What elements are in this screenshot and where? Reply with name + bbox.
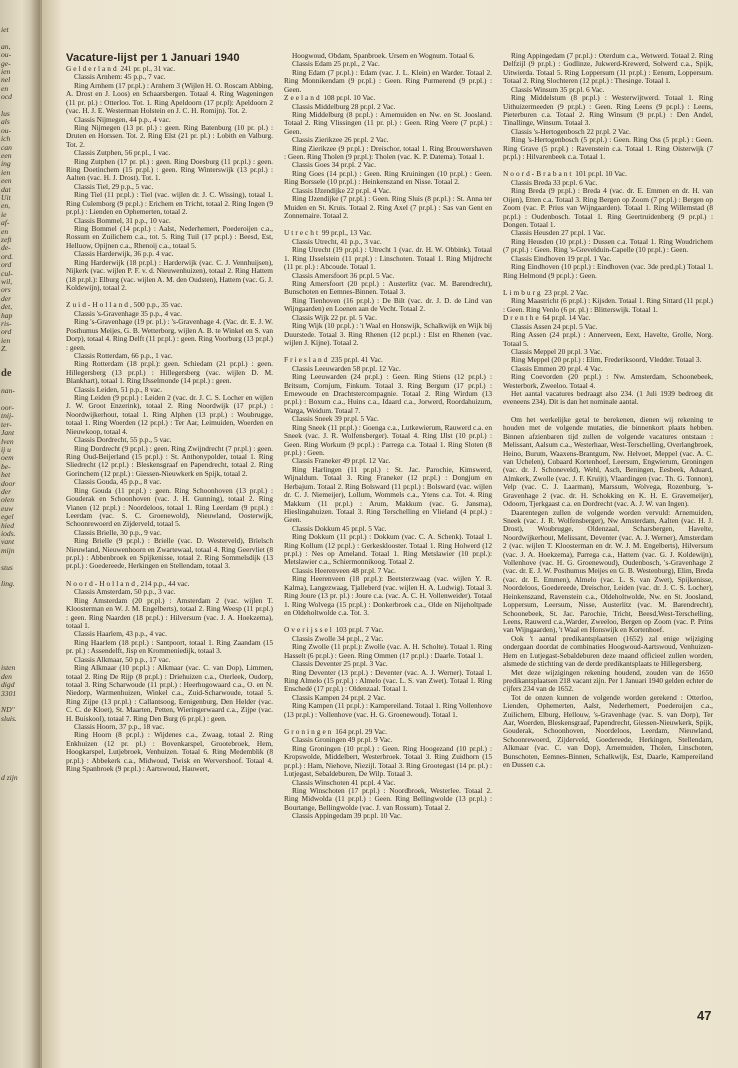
- province-summary: 101 pr.pl. 10 Vac.: [573, 169, 627, 179]
- paragraph: Classis Kampen 24 pr.pl. 2 Vac.: [292, 692, 386, 702]
- province-summary: 108 pr.pl. 10 Vac.: [321, 93, 376, 103]
- paragraph: Classis Arnhem: 45 p.p., 7 vac.: [74, 72, 166, 82]
- paragraph: Classis Eindhoven 19 pr.pl. 1 Vac.: [511, 253, 612, 263]
- paragraph: Ring Sneek (11 pr.pl.) : Goenga c.a., Lutkewierum, Rauwerd c.a. en Sneek (vac. J. R. Wolfensberger). Totaal 4. Ring IJlst (10 pr.pl.) : Geen. Ring Workum (9 pr.pl.) : Parrega c.a. Totaal 1. Ring Sloten (8 pr.pl.) : Geen.: [284, 422, 492, 457]
- paragraph: Classis Zwolle 34 pr.pl., 2 Vac.: [292, 633, 384, 643]
- province-name: Zuid-Holland: [66, 300, 130, 310]
- gutter-fragment: ing: [1, 159, 11, 169]
- gutter-fragment: stus: [1, 562, 13, 572]
- paragraph: Classis Sneek 39 pr.pl. 5 Vac.: [292, 414, 379, 424]
- paragraph: Ring Appingedam (7 pr.pl.) : Oterdum c.a., Wetwerd. Totaal 2. Ring Delfzijl (9 pr.pl.) : Godlinze, Jukwerd-Krewerd, Solwerd c.a., Spijk, Uitwierda. Totaal 5. Ring Loppersum (11 pr.pl.) : Eenum, Loppersum. Totaal 2. Ring Slochteren (12 pr.pl.) : Thesinge. Totaal 1.: [503, 52, 713, 86]
- paragraph: Classis Gouda, 45 p.p., 8 vac.: [74, 477, 162, 487]
- province-name: Limburg: [503, 287, 543, 297]
- gutter-fragment: als: [1, 117, 10, 127]
- gutter-fragment: ie: [1, 209, 7, 219]
- gutter-fragment: zeft: [1, 235, 12, 244]
- paragraph: Ring 's-Hertogenbosch (5 pr.pl.) : Geen. Ring Oss (5 pr.pl.) : Geen. Ring Grave (5 pr.pl.) : Ravenstein c.a. Totaal 1. Ring Oisterwijk (7 pr.pl.) : Hilvarenbeek c.a. Totaal 1.: [503, 135, 713, 162]
- paragraph: Classis Edam 25 pr.pl., 2 Vac.: [292, 59, 380, 69]
- gutter-fragment: de: [1, 368, 12, 380]
- paragraph: Ring Breda (9 pr.pl.) : Breda 4 (vac. dr. E. Emmen en dr. H. van Oijen), Etten c.a. Totaal 3. Ring Bergen op Zoom (7 pr.pl.) : Bergen op Zoom (vac. P. Prius van Wijngaarden). Totaal 1. Ring Willemstad (8 pr.pl.) : Oudenbosch. Totaal 1. Ring Geertruidenberg (9 pr.pl.) : Dongen. Totaal 1.: [503, 186, 713, 230]
- paragraph: Ring Winschoten (17 pr.pl.) : Noordbroek, Westerlee. Totaal 2. Ring Midwolda (11 pr.pl.) : Geen. Ring Bellingwolde (13 pr.pl.) : Bourtange, Bellingwolde (vac. J. van Rossum). Totaal 2.: [284, 786, 492, 812]
- gutter-fragment: een: [1, 151, 12, 160]
- paragraph: Ring Gouda (11 pr.pl.) : geen. Ring Schoonhoven (13 pr.pl.) : Gouderak en Schoonhoven (vac. J. H. Gunning), totaal 2. Ring Vianen (12 pr.pl.) : Noordeloos, totaal 1. Ring Leerdam (9 pr.pl.) : Leerdam (vac. S. C. Groenewold), Nieuwland, Oosterwijk, Schoonrewoerd en Zijderveld, totaal 5.: [66, 485, 273, 529]
- paragraph: Ring Harderwijk (18 pr.pl.) : Harderwijk (vac. C. J. Vennhuijsen), Nijkerk (vac. wijlen P. F. v. d. Nieuwenhuizen), totaal 2. Ring Hattem (18 pr.pl.): Elburg (vac. wijlen A. M. den Oudsten), Hattem (vac. G. J. Koldewijn), totaal 2.: [66, 257, 273, 292]
- paragraph: Ring Brielle (9 pr.pl.) : Brielle (vac. D. Westerveld), Brielsch Nieuwland, Nieuwenhoorn en Zwartewaal, totaal 4. Ring Geervliet (8 pr.pl.) : Abbenbroek en Spijkenisse, totaal 2. Ring Sommelsdijk (13 pr.pl.) : Goedereede, Herkingen en Stellendam, totaal 3.: [66, 536, 273, 571]
- text-column-3: [503, 52, 713, 1032]
- gutter-fragment: der: [1, 487, 12, 496]
- paragraph: Ring Leiden (9 pr.pl.) : Leiden 2 (vac. dr. J. C. S. Locher en wijlen J. W. Groot Enzerink), totaal 2. Ring Noordwijk (17 pr.pl.) : Noordwijkerhout, totaal 1. Ring Alphen (13 pr.pl.) : Woubrugge, totaal 1. Ring Woerden (12 pr.pl.) : Ter Aar, Leimuiden, Woerden en Nieuwkoop, totaal 4.: [66, 393, 273, 436]
- province-name: Utrecht: [284, 228, 321, 238]
- paragraph: Classis Breda 33 pr.pl. 6 Vac.: [511, 177, 598, 187]
- gutter-fragment: en: [1, 226, 9, 236]
- gutter-fragment: ien: [1, 335, 11, 345]
- gutter-fragment: cul-: [1, 268, 13, 278]
- paragraph: Ring Dokkum (11 pr.pl.) : Dokkum (vac. C. A. Schenk). Totaal 1. Ring Kollum (12 pr.pl.) : Gerkesklooster. Totaal 1. Ring Holwerd (12 pr.pl.) : Nes op Ameland. Totaal 1. Ring Metslawier (10 pr.pl.): Metslawier c.a., Schiermonnikoog. Totaal 2.: [284, 532, 492, 567]
- gutter-fragment: ou-: [1, 50, 12, 60]
- gutter-fragment: ord: [1, 260, 12, 270]
- paragraph: Classis Wijk 22 pr. pl. 5 Vac.: [292, 312, 377, 322]
- paragraph: Classis Bommel, 31 p.p., 10 vac.: [74, 215, 171, 225]
- gutter-fragment: hap: [1, 310, 13, 320]
- gutter-fragment: sluis.: [1, 713, 17, 723]
- gutter-fragment: egel: [1, 512, 14, 522]
- paragraph: Classis Haarlem, 43 p.p., 4 vac.: [74, 629, 168, 639]
- gutter-fragment: ord: [1, 327, 12, 337]
- province-summary: , 214 p.p., 44 vac.: [136, 578, 190, 588]
- paragraph: Ook 't aantal predikantsplaatsen (1652) zal enige wijziging ondergaan doordat de combinaties Hoogwoud-Aartswoud, Venhuizen-Hem en Lutjegast-Sebaldeburen deze maand officieel zullen worden, alsmede de stichting van de derde predikantsplaats te Hillegersberg.: [503, 633, 713, 669]
- paragraph: Ring Alkmaar (10 pr.pl.) : Alkmaar (vac. C. van Dop), Limmen, totaal 2. Ring De Rijp (8 pr.pl.) : Driehuizen c.a., Oterleek, Oudorp, totaal 3. Ring Scharwoude (11 pr.pl.) : Heerhugowaard c.a., O. en N. Niedorp, Warmenhuizen, Winkel c.a., Zuid-Scharwoude, totaal 5. Ring Zijpe (13 pr.pl.) : Callantsoog, Eenigenburg, Den Helder (vac. C. C. de Kloet), St. Maarten, Petten, Wieringerwaard c.a., Zijpe (vac. H. Buiskool), totaal 7. Ring Den Burg (6 pr.pl.) : geen.: [66, 663, 273, 723]
- gutter-fragment: ors: [1, 285, 11, 295]
- paragraph: Hoogwoud, Obdam, Spanbroek. Ursem en Wognum. Totaal 6.: [292, 52, 475, 60]
- paragraph: Ring Middelburg (8 pr.pl.) : Arnemuiden en Nw. en St. Joosland. Totaal 2. Ring Vlissingen (11 pr. pl.) : Geen. Ring Veere (7 pr.pl.) : Geen.: [284, 109, 492, 136]
- gutter-fragment: ND": [1, 705, 15, 715]
- paragraph: Classis Winsum 35 pr.pl. 6 Vac.: [511, 84, 605, 94]
- gutter-fragment: en: [1, 83, 9, 93]
- gutter-fragment: ord.: [1, 251, 14, 261]
- gutter-fragment: een: [1, 176, 12, 186]
- paragraph: Classis Zutphen, 56 pr.pl., 1 vac.: [74, 148, 171, 158]
- gutter-fragment: het: [1, 470, 11, 480]
- paragraph: Classis Groningen 49 pr.pl. 9 Vac.: [292, 735, 393, 745]
- gutter-fragment: ich: [1, 134, 11, 144]
- paragraph: Classis Goes 34 pr.pl. 2 Vac.: [292, 160, 376, 170]
- gutter-fragment: an,: [1, 41, 11, 51]
- page-number: 47: [697, 1008, 712, 1023]
- paragraph: Classis Utrecht, 41 p.p., 3 vac.: [292, 236, 382, 246]
- paragraph: Om het werkelijke getal te berekenen, dienen wij rekening te houden met de volgende mutaties, die binnenkort plaats hebben. Binnen afzienbaren tijd zullen de volgende vacatures ontstaan : Melissant, Aalsum c.a., Westerhaar, West-Terschelling, Overlangbroek, Heino, Burum, Waaxens-Brantgum, Nw. Helvoet, Meppel (vac. A. C. van Uchelen), Cubaard Kortenhoef, Leersum, Engwierum, Groningen (vac. dr. J. Schoneveld), Wehl, Asch, Beningen, Eesbeek, Aduard, Almkerk, Zwolle (vac. J. F. Kruijt), Vlaardingen (vac. Th. G. Tonnon), Velp (vac. C. J. Laarman), Marssum, Wolvega, Rozenburg, 's-Gravenhage 2 (vac. dr. H. Schokking en K. H. E. Gravemeijer), Odoorn, Tjerkgaast c.a. en Dordrecht (vac. A. J. W. van Ingen).: [503, 414, 713, 509]
- gutter-fragment: be-: [1, 461, 11, 471]
- paragraph: Ring Heusden (10 pr.pl.) : Dussen c.a. Totaal 1. Ring Woudrichem (7 pr.pl.) : Geen. Ring 's-Grevelduin-Capelle (10 pr.pl.) : Geen.: [503, 236, 713, 255]
- paragraph: Ring IJzendijke (7 pr.pl.) : Geen. Ring Sluis (8 pr.pl.) : St. Anna ter Muiden en St. Kruis. Totaal 2. Ring Axel (7 pr.pl.) : Sas van Gent en Zonnemaire. Totaal 2.: [284, 194, 492, 221]
- gutter-fragment: hied: [1, 520, 15, 530]
- gutter-fragment: iet: [1, 25, 9, 34]
- paragraph: Ring Rotterdam (18 pr.pl.): geen. Schiedam (21 pr.pl.) : geen. Hillegersberg (13 pr.pl.) : Hillegersberg (vac. wijlen D. M. Blankhart), totaal 1. Ring IJsselmonde (14 pr.pl.) : geen.: [66, 359, 273, 386]
- paragraph: Classis Dokkum 45 pr.pl. 5 Vac.: [292, 523, 387, 533]
- gutter-fragment: isten: [1, 663, 16, 673]
- paragraph: Ring Meppel (20 pr.pl.) : Elim, Frederiksoord, Vledder. Totaal 3.: [511, 355, 702, 365]
- paragraph: Classis Amersfoort 36 pr.pl. 5 Vac.: [292, 270, 395, 280]
- gutter-fragment: Uit: [1, 193, 11, 202]
- gutter-fragment: ling.: [1, 579, 15, 589]
- paragraph: Ring Zutphen (17 pr. pl.) : geen. Ring Doesburg (11 pr.pl.) : geen. Ring Doetinchem (15 pr.pl.) : geen. Ring Winterswijk (13 pr.pl.) : Aalten (vac. H. J. Drost). Tot. 1.: [66, 156, 273, 183]
- gutter-fragment: mijn: [1, 545, 15, 555]
- gutter-fragment: den: [1, 671, 12, 681]
- province-name: Overijssel: [284, 625, 334, 635]
- paragraph: Classis Heusden 27 pr.pl. 1 Vac.: [511, 228, 606, 238]
- paragraph: Classis Zierikzee 26 pr.pl. 2 Vac.: [292, 135, 389, 145]
- gutter-fragment: af-: [1, 218, 10, 228]
- paragraph: Ring Leeuwarden (24 pr.pl.) : Geen. Ring Stiens (12 pr.pl.) : Britsum, Cornjum, Finkum. Totaal 3. Ring Bergum (17 pr.pl.) : Ernewoude en Drachtstercompagnie. Totaal 2. Ring Wirdum (13 pr.pl.) : Boxum c.a., Huins c.a., Idaard c.a., Jorwerd, Roordahuizum, Warga, Weidum. Totaal 7.: [284, 372, 492, 415]
- paragraph: Met deze wijzigingen rekening houdend, zouden van de 1650 predikantsplaatsen 218 vacant zijn. Per 1 Januari 1940 gelden echter de cijfers 234 van de 1652.: [503, 667, 713, 694]
- province-name: Friesland: [284, 355, 330, 365]
- gutter-fragment: en,: [1, 201, 11, 211]
- paragraph: Ring Heerenveen (18 pr.pl.): Beetsterzwaag (vac. wijlen Y. R. Kalma), Langezwaag, Tjalleberd (vac. wijlen H. A. Ludwig). Totaal 3. Ring Joure (13 pr. pl.) : Joure c.a. (vac. A. C. H. Vollenweider). Totaal 1. Ring Wolvega (15 pr.pl.) : Donkerbroek c.a., Olde en Nijeholtpade en Oldeholtwolde c.a. Tot. 3.: [284, 574, 492, 617]
- gutter-fragment: Jant: [1, 428, 15, 438]
- paragraph: Classis Amsterdam, 50 p.p., 3 vac.: [74, 587, 176, 597]
- paragraph: Classis IJzendijke 22 pr.pl. 4 Vac.: [292, 185, 391, 195]
- province-summary: 99 pr.pl., 13 Vac.: [320, 228, 372, 238]
- paragraph: Classis Dordrecht, 55 p.p., 5 vac.: [74, 435, 172, 445]
- gutter-fragment: ij u: [1, 445, 11, 454]
- paragraph: Ring Dordrecht (9 pr.pl.) : geen. Ring Zwijndrecht (7 pr.pl.) : geen. Ring Oud-Beijerland (15 pr.pl.) : St. Anthonypolder, totaal 1. Ring Sliedrecht (12 pr.pl.) : Bleskensgraaf en Papendrecht, totaal 2. Ring Gorinchem (12 pr.pl.) : Giessen-Nieuwkerk en Spijk, totaal 2.: [66, 443, 273, 478]
- paragraph: Ring Coevorden (20 pr.pl.) : Nw. Amsterdam, Schoonebeek, Westerbork, Zweeloo. Totaal 4.: [503, 372, 713, 390]
- paragraph: Ring Hoorn (8 pr.pl.) : Wijdenes c.a., Zwaag, totaal 2. Ring Enkhuizen (12 pr. pl.) : Bovenkarspel, Grootebroek, Hem, Hoogkarspel, Lutjebroek, Venhuizen. Totaal 6. Ring Medemblik (8 pr.pl.) : Abbekerk c.a., Midwoud, Twisk en Wervershoof. Totaal 4. Ring Spanbroek (9 pr.pl.) : Aartswoud, Hauwert,: [66, 730, 273, 774]
- paragraph: Classis 's-Hertogenbosch 22 pr.pl. 2 Vac.: [511, 126, 631, 136]
- gutter-fragment: ocd: [1, 92, 12, 102]
- paragraph: Ring Zierikzee (9 pr.pl.) : Dreischor, totaal 1. Ring Brouwershaven : Geen. Ring Tholen (9 pr.pl.): Tholen (vac. K. P. Datema). Totaal 1.: [284, 143, 492, 162]
- paragraph: Classis 's-Gravenhage 35 p.p., 4 vac.: [74, 308, 182, 318]
- gutter-fragment: lven: [1, 436, 14, 446]
- paragraph: Classis Brielle, 30 p.p., 9 vac.: [74, 527, 162, 537]
- paragraph: Classis Franeker 49 pr.pl. 12 Vac.: [292, 456, 391, 466]
- gutter-fragment: can: [1, 142, 12, 152]
- gutter-fragment: oor-: [1, 403, 14, 412]
- paragraph: Ring Goes (14 pr.pl.) : Geen. Ring Kruiningen (10 pr.pl.) : Geen. Ring Borssele (10 pr.pl.) : Heinkenszand en Nisse. Totaal 2.: [284, 168, 492, 187]
- paragraph: Classis Tiel, 29 p.p., 5 vac.: [74, 181, 154, 191]
- gutter-fragment: wil,: [1, 277, 13, 286]
- province-summary: 235 pr.pl. 41 Vac.: [329, 355, 383, 365]
- province-name: Drenthe: [503, 313, 541, 323]
- gutter-fragment: ien: [1, 67, 11, 76]
- gutter-fragment: nel: [1, 75, 11, 85]
- gutter-fragment: nan-: [1, 386, 15, 396]
- paragraph: Classis Winschoten 41 pr.pl. 4 Vac.: [292, 777, 396, 787]
- paragraph: Ring Eindhoven (10 pr.pl.) : Eindhoven (vac. 3de pred.pl.) Totaal 1. Ring Helmond (9 pr.pl.) : Geen.: [503, 262, 713, 280]
- gutter-fragment: d zijn: [1, 772, 18, 782]
- paragraph: Classis Alkmaar, 50 p.p., 17 vac.: [74, 654, 171, 664]
- paragraph: Ring Zwolle (11 pr.pl.): Zwolle (vac. A. H. Scholte). Totaal 1. Ring Hasselt (6 pr.pl.) : Geen. Ring Ommen (17 pr.pl.) : Daarle. Totaal 1.: [284, 642, 492, 660]
- paragraph: Ring Haarlem (18 pr.pl.) : Santpoort, totaal 1. Ring Zaandam (15 pr. pl.) : Assendelft, Jisp en Krommeniedijk, totaal 3.: [66, 637, 273, 656]
- gutter-fragment: iods.: [1, 529, 16, 538]
- province-name: Zeeland: [284, 93, 322, 103]
- gutter-fragment: tnij-: [1, 411, 14, 421]
- province-summary: 64 pr.pl. 14 Vac.: [540, 313, 591, 323]
- paragraph: Ring Deventer (13 pr.pl.) : Deventer (vac. A. J. Werner). Totaal 1. Ring Almelo (15 pr.pl.) : Almelo (vac. L. S. van Zwet). Totaal 1. Ring Enschedé (17 pr.pl.) : Oldenzaal. Totaal 1.: [284, 667, 492, 694]
- gutter-fragment: euw: [1, 503, 14, 513]
- paragraph: Ring 's-Gravenhage (19 pr. pl.) : 's-Gravenhage 4. (Vac. dr. E. J. W. Posthumus Meijes, G. B. Wetterborg, wijlen A. B. te Winkel en S. van Dorp), totaal 4. Ring Delft (11 pr.pl.) : geen. Ring Voorburg (13 pr.pl.) : geen.: [66, 317, 273, 352]
- gutter-fragment: lus: [1, 109, 10, 118]
- paragraph: Ring Maastricht (6 pr.pl.) : Kijsden. Totaal 1. Ring Sittard (11 pr.pl.) : Geen. Ring Venlo (6 pr. pl.) : Blitterswijk. Totaal 1.: [503, 296, 713, 314]
- paragraph: Ring Nijmegen (13 pr. pl.) : geen. Ring Batenburg (10 pr. pl.) : Druten en Horssen. Tot. 2. Ring Elst (21 pr. pl.) : Lobith en Valburg. Tot. 2.: [66, 122, 273, 149]
- paragraph: Classis Leiden, 51 p.p., 8 vac.: [74, 384, 163, 394]
- paragraph: Classis Harderwijk, 36 p.p. 4 vac.: [74, 249, 174, 259]
- paragraph: Ring Groningen (10 pr.pl.) : Geen. Ring Hoogezand (10 pr.pl.) : Kropswolde, Middelbert, Westerbroek. Totaal 3. Ring Zuidhorn (15 pr.pl.) : Ham, Niehove, Niezijl. Totaal 3. Ring Grootegast (14 pr. pl.) : Lutjegast, Sebaldeburen, De Wilp. Totaal 3.: [284, 743, 492, 779]
- province-summary: 164 pr.pl. 29 Vac.: [333, 727, 387, 737]
- paragraph: Classis Nijmegen, 44 p.p., 4 vac.: [74, 114, 171, 124]
- paragraph: Ring Wijk (10 pr.pl.) : 't Waal en Honswijk, Schalkwijk en Wijk bij Duurstede. Totaal 3. Ring Rhenen (12 pr.pl.) : Elst en Rhenen (vac. wijlen J. Kijne). Totaal 2.: [284, 321, 492, 347]
- province-name: Groningen: [284, 727, 334, 737]
- province-name: Noord-Brabant: [503, 169, 574, 179]
- paragraph: Classis Hoorn, 37 p.p., 18 vac.: [74, 722, 165, 732]
- paragraph: Ring Tienhoven (16 pr.pl.) : De Bilt (vac. dr. J. D. de Lind van Wijngaarden) en Loenen aan de Vecht. Totaal 2.: [284, 295, 492, 314]
- province-summary: 23 pr.pl. 2 Vac.: [542, 287, 589, 297]
- paragraph: Classis Middelburg 28 pr.pl. 2 Vac.: [292, 101, 396, 111]
- paragraph: Classis Deventer 25 pr.pl. 3 Vac.: [292, 659, 388, 669]
- page-title: Vacature-lijst per 1 Januari 1940: [66, 52, 240, 64]
- province-summary: , 500 p.p., 35 vac.: [129, 300, 183, 310]
- gutter-fragment: oem: [1, 453, 14, 463]
- paragraph: Ring Utrecht (19 pr.pl.) : Utrecht 1 (vac. dr. H. W. Obbink). Totaal 1. Ring IJsselstein (11 pr.pl.) : Linschoten. Totaal 1. Ring Mijdrecht (11 pr. pl.) : Abcoude. Totaal 1.: [284, 245, 492, 272]
- gutter-fragment: ge-: [1, 58, 11, 68]
- paragraph: Ring Bommel (14 pr.pl.) : Aalst, Nederhemert, Poederoijen c.a., Rossum en Zuilichem c.a., tot. 5. Ring Tuil (17 pr.pl.) : Beesd, Est, Helluow, Opijnen c.a., Rhenoij c.a., totaal 5.: [66, 224, 273, 250]
- paragraph: Ring Kampen (11 pr.pl.) : Kampereiland. Totaal 1. Ring Vollenhove (13 pr.pl.) : Vollenhove (vac. H. G. Groenewoud). Totaal 1.: [284, 701, 492, 719]
- gutter-fragment: ter-: [1, 419, 12, 429]
- paragraph: Tot de onzen kunnen de volgende worden gerekend : Otterloo, Lienden, Ophemerten, Aalst, Nederhemert, Poederoijen c.a., Zuilichem, Elburg, Hellouw, 's-Gravenhage (vac. S. van Dorp), Ter Aar, Woerden, Bleskensgraaf, Papendrecht, Giessen-Nieuwkerk, Spijk, Gouderak, Schoonhoven, Noordeloos, Leerdam, Nieuwland, Schoonrewoerd, Zijderveld, Goedereede, Herkingen, Stellendam, Alkmaar (vac. C. van Dop), Arnemuiden, Tholen, Linschoten, Bunschoten, Eemnes-Binnen, Schalkwijk, Est, Daarle, Kampereiland en Dussen c.a.: [503, 692, 713, 770]
- gutter-fragment: ou-: [1, 125, 12, 135]
- gutter-fragment: dat: [1, 184, 11, 194]
- paragraph: Ring Amsterdam (20 pr.pl.) : Amsterdam 2 (vac. wijlen T. Kloosterman en W. J. M. Engelberts), totaal 2. Ring Weesp (11 pr.pl.) : geen. Ring Naarden (18 pr.pl.) : Hilversum (vac. J. A. Hoekzema), totaal 1.: [66, 595, 273, 630]
- province-summary: 241 pr. pl., 31 vac.: [118, 64, 176, 73]
- province-name: Gelderland: [66, 64, 119, 73]
- paragraph: Ring Edam (7 pr.pl.) : Edam (vac. J. L. Klein) en Warder. Totaal 2. Ring Monnikendam (9 pr.pl.) : Geen. Ring Purmerend (9 pr.pl.) : Geen.: [284, 67, 492, 94]
- province-summary: 103 pr.pl. 7 Vac.: [333, 625, 384, 635]
- paragraph: Ring Assen (24 pr.pl.) : Annerveen, Eext, Havelte, Grolle, Norg. Totaal 5.: [503, 330, 713, 348]
- gutter-fragment: door: [1, 478, 16, 488]
- paragraph: Classis Meppel 20 pr.pl. 3 Vac.: [511, 346, 603, 356]
- paragraph: Het aantal vacatures bedraagt also 234. (1 Juli 1939 bedroeg dit eveneens 234). Dit is dan het nominale aantal.: [503, 389, 713, 407]
- gutter-fragment: der: [1, 293, 12, 303]
- paragraph: Classis Appingedam 39 pr.pl. 10 Vac.: [292, 811, 403, 821]
- gutter-fragment: Z.: [1, 344, 8, 354]
- paragraph: Classis Emmen 20 pr.pl. 4 Vac.: [511, 363, 603, 373]
- paragraph: Classis Heerenveen 48 pr.pl. 7 Vac.: [292, 565, 396, 575]
- paragraph: Classis Rotterdam, 66 p.p., 1 vac.: [74, 350, 173, 360]
- gutter-fragment: olen: [1, 495, 15, 505]
- paragraph: Classis Leeuwarden 58 pr.pl. 12 Vac.: [292, 363, 401, 373]
- gutter-fragment: det,: [1, 302, 13, 312]
- magazine-page: [42, 0, 738, 1068]
- gutter-fragment: vant: [1, 537, 15, 547]
- text-column-1: [66, 52, 273, 1032]
- gutter-fragment: ris-: [1, 319, 12, 328]
- paragraph: Ring Middelstum (8 pr.pl.) : Westerwijtwerd. Totaal 1. Ring Uithuizermeeden (9 pr.pl.) : Geen. Ring Leens (9 pr.pl.) : Leens, Pieterburen c.a. Totaal 2. Ring Winsum (9 pr.pl.) : Den Andel, Tinallinge, Winsum. Totaal 3.: [503, 93, 713, 128]
- paragraph: Ring Tiel (11 pr.pl.) : Tiel (vac. wijlen dr. J. C. Wissing), totaal 1. Ring Culemborg (9 pr.pl.) : Erichem en Tricht, totaal 2. Ring Ingen (9 pr.pl.) : Lienden en Ophemerten, totaal 2.: [66, 190, 273, 217]
- paragraph: Ring Arnhem (17 pr.pl.) : Arnhem 3 (Wijlen H. O. Roscam Abbing, A. Drost en J. Loos) en Schaarsbergen. Totaal 4. Ring Wageningen (11 pr. pl.) : Otterloo. Tot. 1. Ring Apeldoorn (17 pr.pl): Apeldoorn 2 (vac. H. J. E. Westerman Holstein en J. C. H. Romijn). Tot. 2.: [66, 80, 273, 116]
- gutter-fragment: ien: [1, 167, 11, 177]
- paragraph: Daarentegen zullen de volgende worden vervuld: Arnemuiden, Sneek (vac. J. R. Wolfensberger), Nw Amsterdam, Aalten (vac. H. J. Drost), Woubrugge, Oldenzaal, Scharsbergen, Havelte, Noordwijkerhout, Melissant, Deventer (vac. A. J. Werner), Amsterdam 2 (vac. wijlen T. Kloosterman en dr. W. J. M. Engelberts), Hilversum (vac. J. A. Hoekzema), Parrega c.a., Hattem (vac. G. J. Koldewijn), Vollenhove (vac. H. G. Groenewoud), Oudenbosch, 's-Gravenhage 2 (vac. dr. E. J. W. Posthumus Meijes en G. B. Westenburg), Elim, Breda (vac. dr. E. Emmen), Almelo (vac. L. S. van Zwet), Spijkenisse, Noordeloos, Goedereede, Dreischor, Leiden (vac. dr. J. C. S. Locher), Heinkenszand, Ravenstein c.a., Oldeholtwolde, Nw. en St. Joosland, Loppersum, Leersum, Nisse, Austerlitz (vac. M. Barendrecht), Schoonebeek, St. Jac. Parochie, Tricht, Beesd,West-Terschelling, Leens, Rauwerd c.a.,Warder, Zweeloo, Bergen op Zoom (vac. P. Prins van Wijngaarden), 't Waal en Honswijk en Kortenhoef.: [503, 507, 713, 635]
- province-name: Noord-Holland: [66, 578, 137, 588]
- paragraph: Classis Assen 24 pr.pl. 5 Vac.: [511, 321, 598, 331]
- gutter-fragment: de-: [1, 243, 11, 253]
- paragraph: Ring Amersfoort (20 pr.pl.) : Austerlitz (vac. M. Barendrecht), Bunschoten en Eemnes-Binnen. Totaal 3.: [284, 278, 492, 297]
- binding-shadow: [30, 0, 42, 1068]
- paragraph: Ring Harlingen (11 pr.pl.) : St. Jac. Parochie, Kimswerd, Wijnaldum. Totaal 3. Ring Franeker (12 pr.pl.) : Dongjum en Herbajum. Totaal 2. Ring Bolsward (11 pr.pl.) : Bolsward (vac. wijlen dr. C. J. Niemeijer), Lollum, Wommels c.a., Ytens c.a. Tot. 4. Ring Makkum (11 pr.pl.) : Arum, Makkum (vac. G. Jansma), Hieslingahuizen. Totaal 3. Ring Terschelling en Vlieland (4 pr.pl.) : Geen.: [284, 464, 492, 525]
- text-column-2: [284, 52, 492, 1032]
- gutter-fragment: 3301: [1, 688, 17, 698]
- gutter-fragment: digd: [1, 680, 15, 690]
